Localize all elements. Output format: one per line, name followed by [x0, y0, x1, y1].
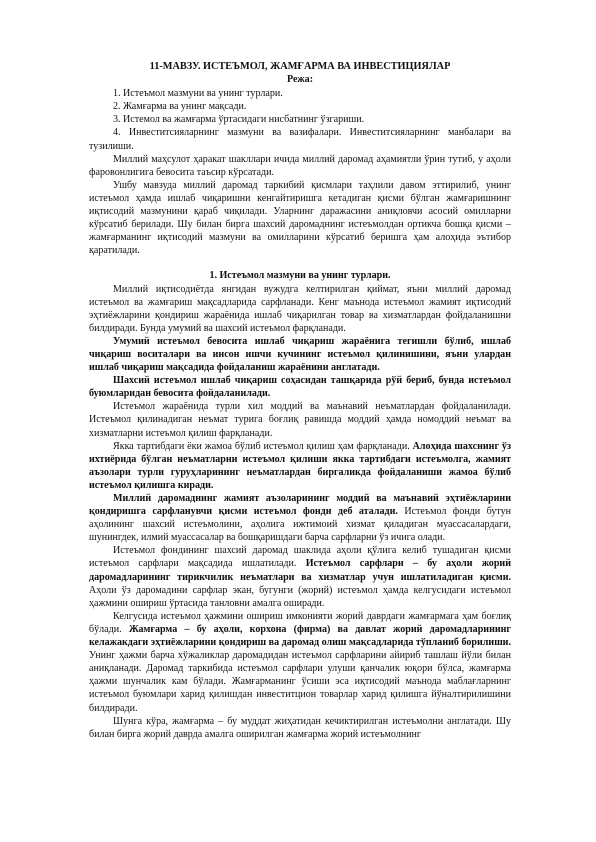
- text-run: Келгусида истеъмол ҳажмини ошириш имконияти жорий даврдаги жамғармага ҳам боғлиқ бўлади.: [89, 610, 511, 635]
- body-paragraph: Шунга кўра, жамғарма – бу муддат жиҳатидан кечиктирилган истеъмолни англатади. Шу билан бирга жорий даврда амалга оширилган жамғарма жорий истеъмолнинг: [89, 715, 511, 740]
- body-paragraph: [89, 492, 511, 544]
- bold-definition: Алоҳида шахснинг ўз ихтиёрида бўлган неъматларни истеъмол қилиши якка тартибдаги истеъмолга, жамият аъзолари турли гуруҳларининг неъматлардан биргаликда фойдаланиши жамоа бўлиб истеъмол қилишга киради.: [89, 440, 511, 491]
- plan-item: 2. Жамғарма ва унинг мақсади.: [113, 101, 247, 113]
- plan-item: 1. Истеъмол мазмуни ва унинг турлари.: [113, 88, 283, 100]
- intro-paragraph: Миллий маҳсулот ҳаракат шакллари ичида миллий даромад аҳамиятли ўрин тутиб, у аҳоли фаровонлигига бевосита таъсир кўрсатади.: [89, 153, 511, 178]
- plan-heading: Режа:: [286, 74, 314, 86]
- section-heading: 1. Истеъмол мазмуни ва унинг турлари.: [209, 270, 391, 282]
- intro-paragraph: Ушбу мавзуда миллий даромад таркибий қисмлари таҳлили давом эттирилиб, унинг истеъмол ҳамда ишлаб чиқаришни кенгайтиришга кетадиган қисми бўлган жамғаришнинг иқтисодий мазмунини қараб чиқилади. Уларнинг даражасини аниқловчи асосий омилларни кўрсатиб берилади. Шу билан бирга шахсий даромаднинг истеъмолдан ортикча бошқа қисми – жамғарманинг иқтисодий мазмуни ва омилларини кўрсатиб беришга ҳам алоҳида эътибор қаратилади.: [89, 179, 511, 257]
- body-paragraph: Миллий иқтисодиётда янгидан вужудга келтирилган қиймат, яъни миллий даромад истеъмол ва жамғариш мақсадларида сарфланади. Кенг маънода истеъмол жамият иқтисодий эҳтиёжларини қондириш жараёнида ишлаб чиқарилган товар ва хизматлардан фойдаланишни билдиради. Бунда умумий ва шахсий истеъмол фарқланади.: [89, 283, 511, 334]
- body-paragraph: [89, 610, 511, 715]
- plan-item: 4. Инвеститсияларнинг мазмуни ва вазифалари. Инвеститсияларнинг манбалари ва тузилиши.: [89, 127, 511, 152]
- plan-item: 3. Истемол ва жамғарма ўртасидаги нисбатнинг ўзгариши.: [113, 114, 365, 126]
- bold-definition: Истеъмол сарфлари – бу аҳоли жорий даромадларининг тирикчилик неъматлари ва хизматлар учун ишлатиладиган қисми.: [89, 558, 511, 583]
- text-run: Якка тартибдаги ёки жамоа бўлиб истеъмол қилиш ҳам фарқланади.: [113, 440, 413, 452]
- body-paragraph-bold: [89, 374, 511, 400]
- bold-definition: Шахсий истеъмол ишлаб чиқариш соҳасидан ташқарида рўй бериб, бунда истеъмол буюмларидан бевосита фойдаланилади.: [89, 375, 511, 400]
- body-paragraph: [89, 544, 511, 609]
- body-paragraph: [89, 440, 511, 492]
- text-run: Унинг ҳажми барча хўжаликлар даромадидан истеъмол сарфларини айириб ташлаш йўли билан аниқланади. Даромад таркибида истеъмол сарфлари улуши қанчалик юқори бўлса, жамғарма ҳажми шунчалик кам бўлади. Жамғарманинг ўсиши эса иқтисодий маънода маблағларнинг истеъмол буюмлари харид қилишдан инвеститцион товарлар харид қилишга йўналтирилишини билдиради.: [89, 650, 511, 714]
- body-paragraph-bold: [89, 335, 511, 374]
- bold-definition: Миллий даромаднинг жамият аъзоларининг моддий ва маънавий эҳтиёжларини қондиришга сарфланувчи қисми истеъмол фонди деб аталади.: [89, 493, 511, 518]
- body-paragraph: Истеъмол жараёнида турли хил моддий ва маънавий неъматлардан фойдаланилади. Истеъмол қилинадиган неъмат турига боғлиқ равишда моддий ҳамда номоддий неъмат ва хизматларни истеъмол қилиш фарқланади.: [89, 401, 511, 439]
- document-title: 11-МАВЗУ. ИСТЕЪМОЛ, ЖАМҒАРМА ВА ИНВЕСТИЦИЯЛАР: [149, 61, 451, 72]
- page-content: [89, 60, 511, 741]
- bold-definition: Жамғарма – бу аҳоли, корхона (фирма) ва давлат жорий даромадларининг келажакдаги эҳтиёжларини қондириш ва даромад олиш мақсадларида тўпланиб борилиши.: [89, 623, 511, 649]
- text-run: Истеъмол фонди бутун аҳолининг шахсий истеъмолини, аҳолига ижтимоий хизмат қиладиган муассасалардаги, шунингдек, илмий муассасалар ва бошқаришдаги барча сарфларни ўз ичига олади.: [89, 506, 512, 544]
- text-run: Истеъмол фондининг шахсий даромад шаклида аҳоли қўлига келиб тушадиган қисми истеъмол сарфлари мақсадида ишлатилади.: [89, 545, 511, 570]
- bold-definition: Умумий истеъмол бевосита ишлаб чиқариш жараёнига тегишли бўлиб, ишлаб чиқариш воситалари ва инсон ишчи кучининг истеъмол қилинишини, яъни улардан ишлаб чиқариш мақсадида фойдаланиш жараёнини англатади.: [89, 335, 511, 374]
- text-run: Аҳоли ўз даромадини сарфлар экан, бугунги (жорий) истеъмол ҳамда келгусидаги истеъмол ҳажмини ошириш ўртасида танловни амалга оширади.: [89, 584, 511, 609]
